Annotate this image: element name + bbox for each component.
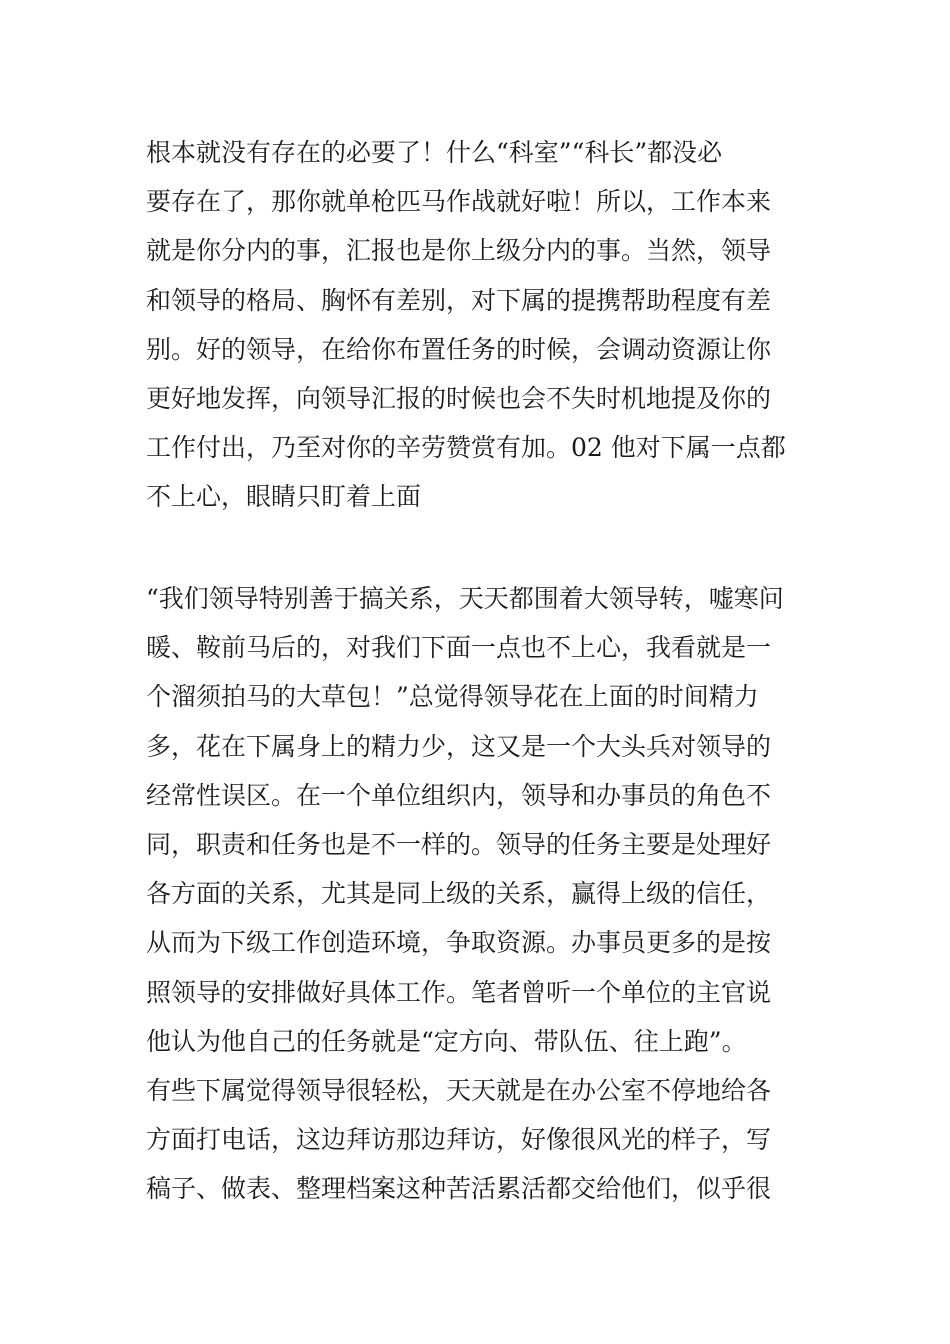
text-line: 稿子、做表、整理档案这种苦活累活都交给他们，似乎很 xyxy=(146,1174,772,1204)
text-line: 和领导的格局、胸怀有差别，对下属的提携帮助程度有差 xyxy=(146,285,772,315)
text-line: 个溜须拍马的大草包！”总觉得领导花在上面的时间精力 xyxy=(146,682,759,712)
text-line: 就是你分内的事，汇报也是你上级分内的事。当然，领导 xyxy=(146,236,772,266)
text-line: 从而为下级工作创造环境，争取资源。办事员更多的是按 xyxy=(146,928,772,958)
text-line: 不上心，眼睛只盯着上面 xyxy=(146,482,422,512)
paragraph-1 xyxy=(146,128,810,522)
text-line: 方面打电话，这边拜访那边拜访，好像很风光的样子，写 xyxy=(146,1125,772,1155)
text-line: 别。好的领导，在给你布置任务的时候，会调动资源让你 xyxy=(146,334,772,364)
text-line: “我们领导特别善于搞关系，天天都围着大领导转，嘘寒问 xyxy=(146,584,784,613)
text-line: 照领导的安排做好具体工作。笔者曾听一个单位的主官说 xyxy=(146,977,772,1007)
text-line: 同，职责和任务也是不一样的。领导的任务主要是处理好 xyxy=(146,829,772,859)
text-line: 更好地发挥，向领导汇报的时候也会不失时机地提及你的 xyxy=(146,383,772,413)
text-line: 多，花在下属身上的精力少，这又是一个大头兵对领导的 xyxy=(146,731,772,761)
text-line: 要存在了，那你就单枪匹马作战就好啦！所以，工作本来 xyxy=(146,187,772,217)
text-line: 经常性误区。在一个单位组织内，领导和办事员的角色不 xyxy=(146,780,772,810)
paragraph-2 xyxy=(146,574,810,1213)
text-line: 根本就没有存在的必要了！什么“科室”“科长”都没必 xyxy=(146,138,723,167)
text-line: 暖、鞍前马后的，对我们下面一点也不上心，我看就是一 xyxy=(146,633,772,663)
text-line: 工作付出，乃至对你的辛劳赞赏有加。02 他对下属一点都 xyxy=(146,433,786,463)
text-line: 他认为他自己的任务就是“定方向、带队伍、往上跑”。 xyxy=(146,1026,747,1056)
text-line: 各方面的关系，尤其是同上级的关系，赢得上级的信任， xyxy=(146,879,772,909)
text-line: 有些下属觉得领导很轻松，天天就是在办公室不停地给各 xyxy=(146,1075,772,1105)
